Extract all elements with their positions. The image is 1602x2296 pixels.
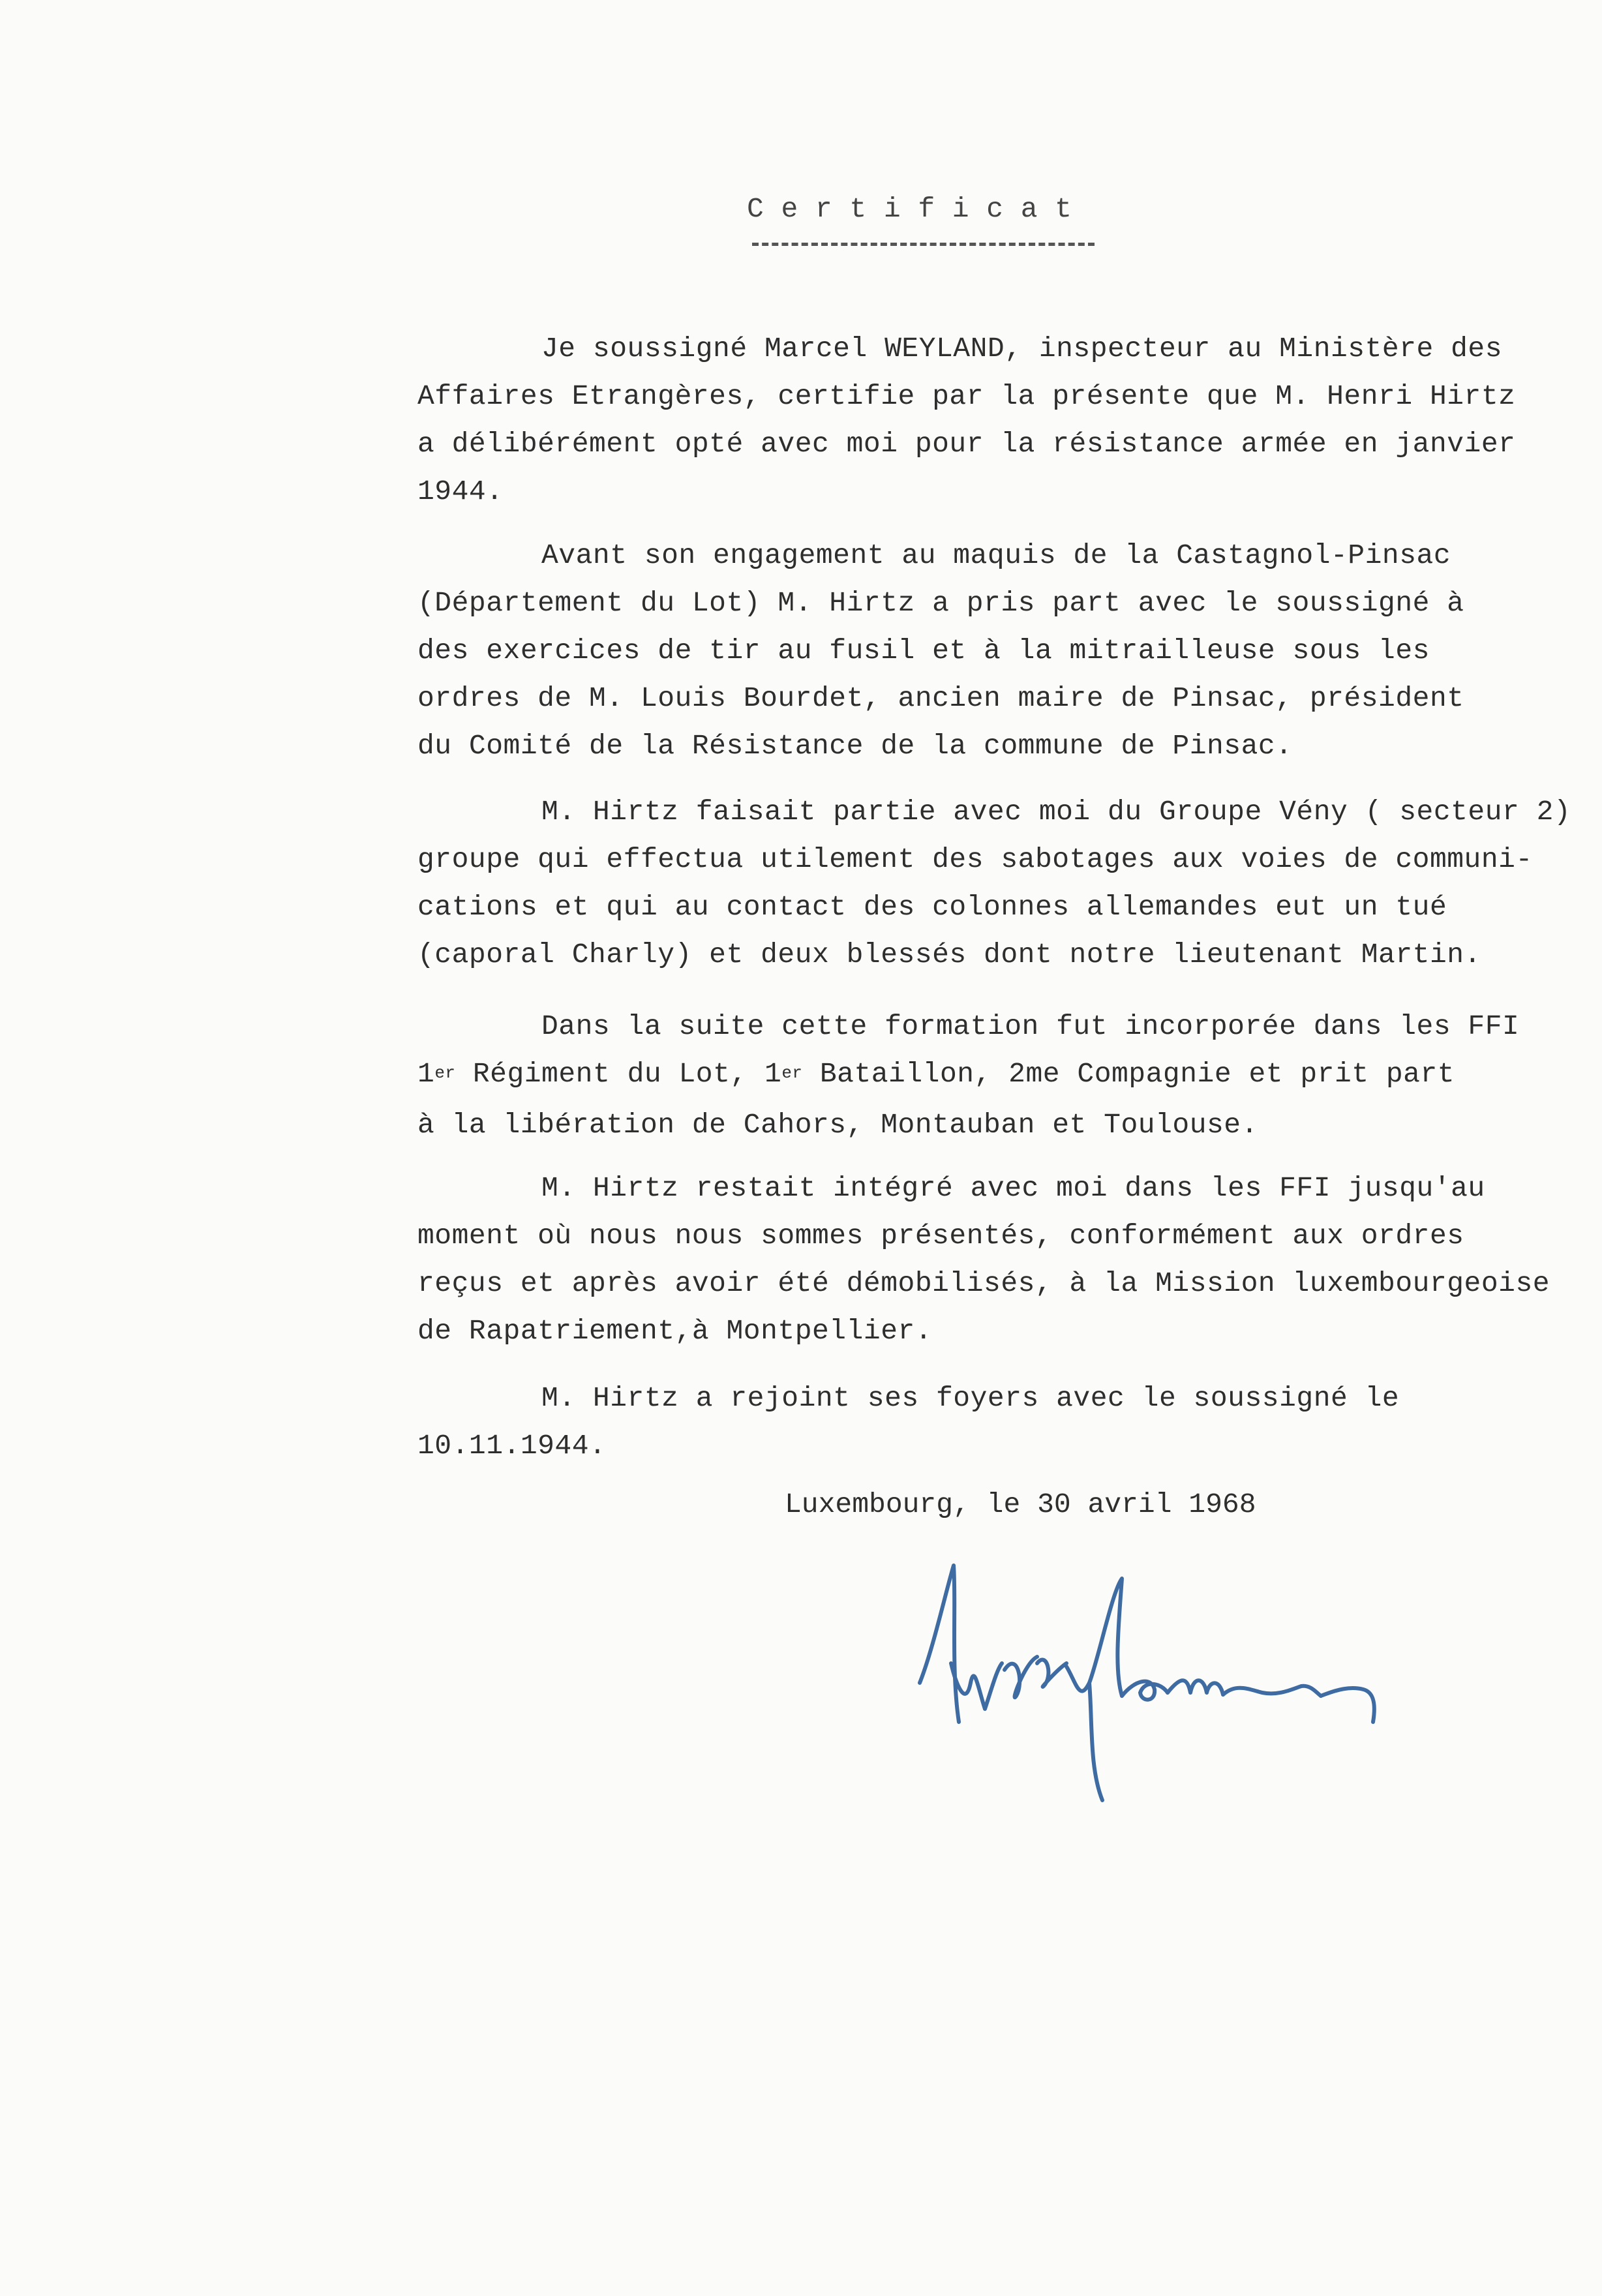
paragraph-3: [417, 788, 1571, 978]
text-line: reçus et après avoir été démobilisés, à la Mission luxembourgeoise: [417, 1267, 1550, 1299]
text-line: Avant son engagement au maquis de la Castagnol-Pinsac: [541, 539, 1451, 571]
ordinal-suffix: er: [781, 1063, 803, 1083]
text-line: Dans la suite cette formation fut incorporée dans les FFI: [541, 1010, 1520, 1042]
text-line: (caporal Charly) et deux blessés dont notre lieutenant Martin.: [417, 939, 1481, 971]
paragraph-1: [417, 325, 1515, 515]
signature-image: [894, 1552, 1442, 1813]
text-line: M. Hirtz faisait partie avec moi du Groupe Vény ( secteur 2): [541, 796, 1571, 828]
text-line: moment où nous nous sommes présentés, conformément aux ordres: [417, 1220, 1464, 1252]
text-segment: Bataillon, 2me Compagnie et prit part: [802, 1058, 1455, 1090]
document-title: Certificat: [747, 193, 1089, 225]
text-line: du Comité de la Résistance de la commune de Pinsac.: [417, 730, 1293, 762]
paragraph-5: [417, 1164, 1550, 1355]
text-line: (Département du Lot) M. Hirtz a pris part avec le soussigné à: [417, 587, 1464, 619]
text-segment: Régiment du Lot, 1: [455, 1058, 782, 1090]
ordinal-number: 1: [417, 1058, 435, 1090]
text-line: M. Hirtz restait intégré avec moi dans les FFI jusqu'au: [541, 1172, 1485, 1204]
place-and-date: Luxembourg, le 30 avril 1968: [785, 1488, 1256, 1520]
text-line: a délibérément opté avec moi pour la résistance armée en janvier: [417, 428, 1516, 460]
text-line: ordres de M. Louis Bourdet, ancien maire de Pinsac, président: [417, 682, 1464, 714]
text-line: Affaires Etrangères, certifie par la présente que M. Henri Hirtz: [417, 380, 1516, 412]
paragraph-4: [417, 1003, 1519, 1149]
text-line: de Rapatriement,à Montpellier.: [417, 1315, 933, 1347]
text-line: 1944.: [417, 476, 504, 507]
text-line: cations et qui au contact des colonnes allemandes eut un tué: [417, 891, 1447, 923]
title-underline: [752, 243, 1095, 246]
paragraph-2: [417, 532, 1464, 770]
text-line: des exercices de tir au fusil et à la mitrailleuse sous les: [417, 635, 1430, 667]
text-line: à la libération de Cahors, Montauban et Toulouse.: [417, 1109, 1258, 1141]
ordinal-suffix: er: [434, 1063, 456, 1083]
text-line: [417, 1050, 1519, 1101]
text-line: groupe qui effectua utilement des sabotages aux voies de communi-: [417, 843, 1533, 875]
paragraph-6: [417, 1374, 1399, 1470]
text-line: M. Hirtz a rejoint ses foyers avec le soussigné le: [541, 1382, 1400, 1414]
text-line: Je soussigné Marcel WEYLAND, inspecteur au Ministère des: [541, 333, 1503, 365]
text-line: 10.11.1944.: [417, 1430, 607, 1462]
